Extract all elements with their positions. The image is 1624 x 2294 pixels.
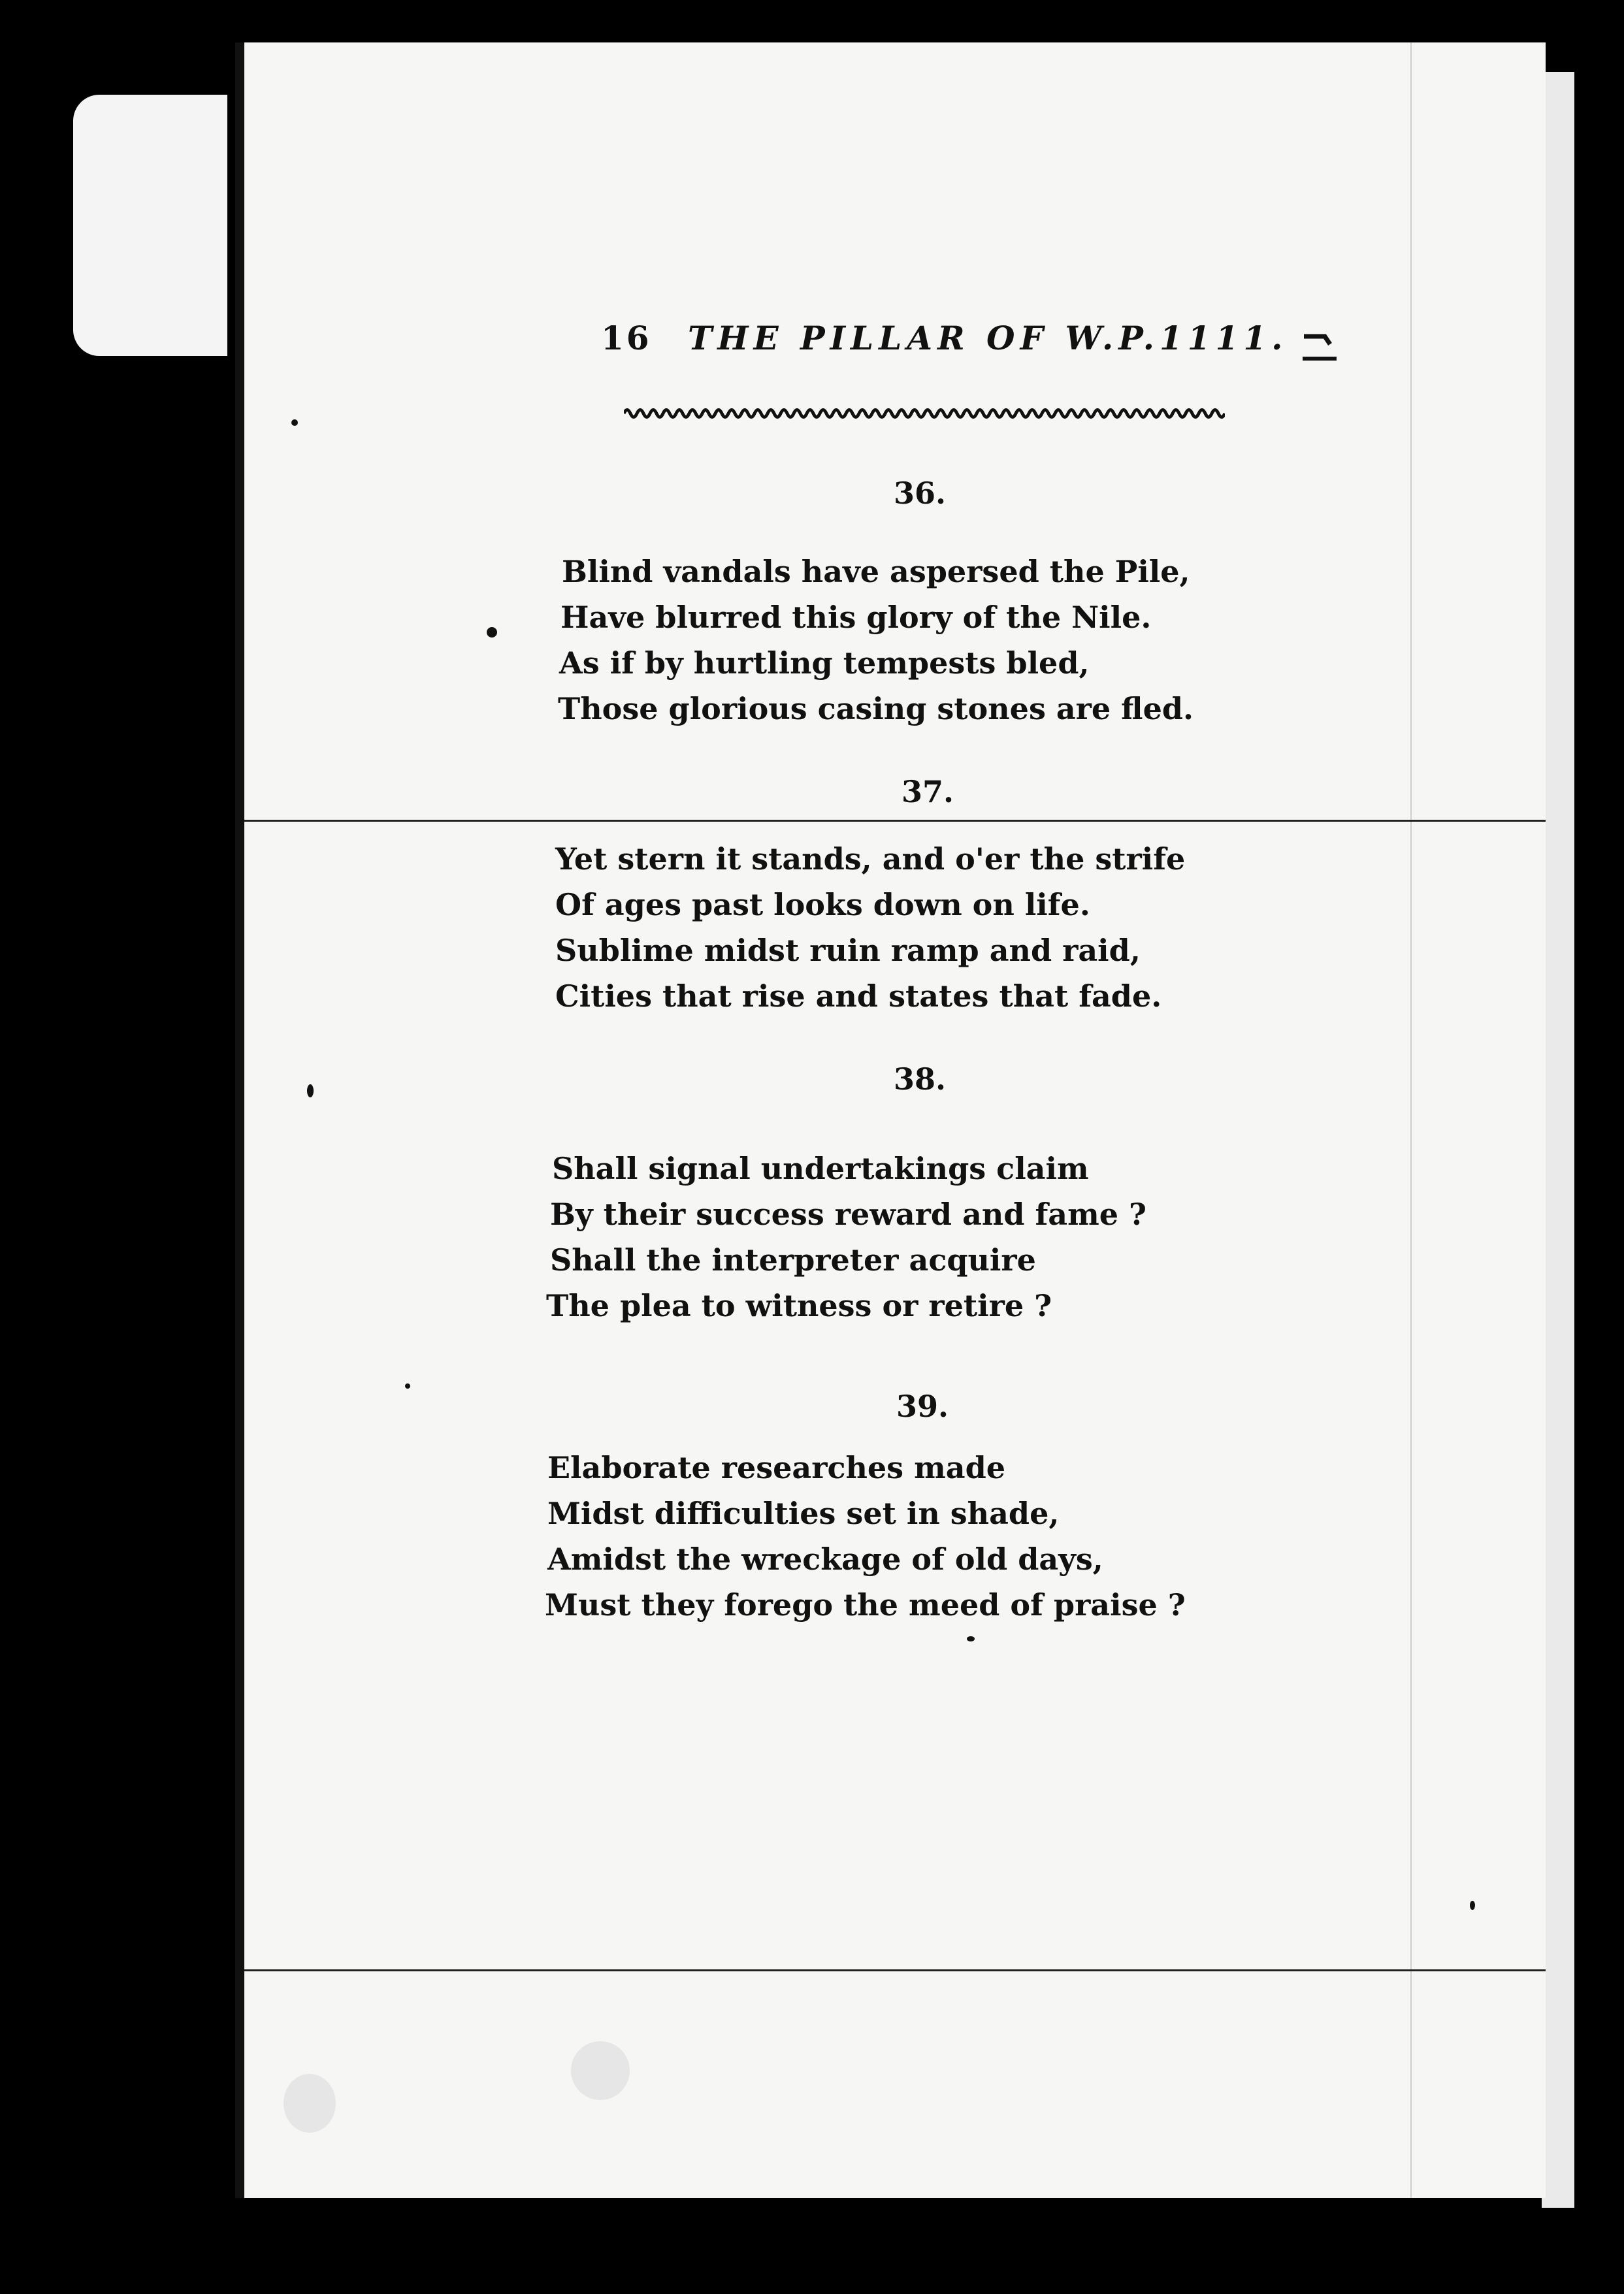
verse-line: Those glorious casing stones are fled. [558, 691, 1194, 726]
verse-line: Yet stern it stands, and o'er the strife [555, 841, 1186, 877]
book-tab-edge [73, 95, 227, 356]
running-head [601, 319, 1288, 364]
verse-line: Sublime midst ruin ramp and raid, [555, 933, 1141, 968]
verse-line: The plea to witness or retire ? [546, 1288, 1052, 1323]
verse-line: Of ages past looks down on life. [555, 887, 1090, 922]
verse-line: Blind vandals have aspersed the Pile, [562, 554, 1190, 589]
verse-line: Midst difficulties set in shade, [547, 1496, 1060, 1531]
smudge [571, 2041, 630, 2100]
verse-line: Shall signal undertakings claim [552, 1151, 1089, 1186]
verse-line: Elaborate researches made [547, 1450, 1006, 1485]
scan-seam-line [244, 1969, 1546, 1971]
verse-line: Shall the interpreter acquire [550, 1242, 1036, 1278]
ink-speck [967, 1636, 975, 1641]
smudge [284, 2074, 336, 2133]
next-page-edge [1542, 72, 1574, 2208]
ink-speck [307, 1084, 314, 1097]
verse-line: Cities that rise and states that fade. [555, 978, 1162, 1014]
verse-line: Have blurred this glory of the Nile. [560, 600, 1152, 635]
ink-speck [291, 419, 298, 426]
ink-speck [405, 1383, 410, 1389]
stanza-number: 38. [894, 1061, 947, 1097]
running-title: THE PILLAR OF W.P.1111. [688, 319, 1288, 357]
page-number: 16 [601, 319, 652, 357]
corner-mark-icon [1300, 330, 1338, 363]
ink-speck [487, 627, 497, 638]
ink-speck [1470, 1901, 1475, 1910]
verse-line: By their success reward and fame ? [550, 1197, 1146, 1232]
wavy-rule [624, 404, 1225, 423]
stanza-number: 36. [894, 476, 947, 511]
verse-line: Must they forego the meed of praise ? [545, 1587, 1186, 1623]
scan-seam-line [244, 820, 1546, 822]
verse-line: Amidst the wreckage of old days, [547, 1542, 1103, 1577]
verse-line: As if by hurtling tempests bled, [559, 645, 1090, 681]
stanza-number: 37. [901, 774, 954, 809]
document-page [235, 42, 1546, 2198]
stanza-number: 39. [896, 1389, 949, 1424]
page-fold-line [1410, 42, 1412, 2198]
